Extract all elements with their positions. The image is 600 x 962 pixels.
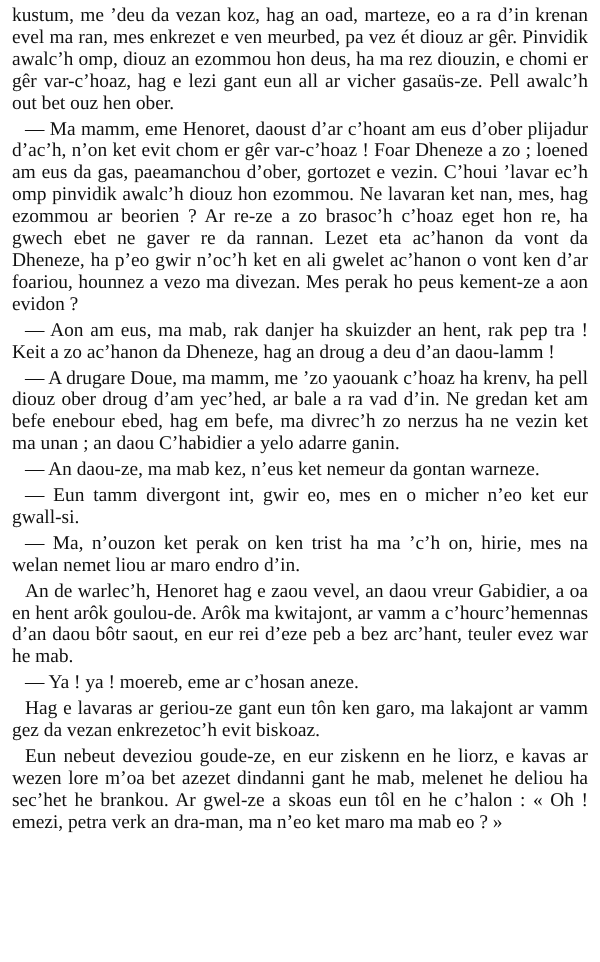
paragraph-henoret-reply: — Ma mamm, eme Henoret, daoust d’ar c’hoant am eus d’ober plijadur d’ac’h, n’on ket evit chom er gêr var-c’hoaz ! Foar Dheneze a zo ; loened am eus da gas, paeamanchou d’ober, gortozet e vezin. C’houi ’lavar ec’h omp pinvidik awalc’h diouz hon ezommou. Ne lavaran ket nan, mes, hag ezommou ar beorien ? Ar re-ze a zo brasoc’h c’hoaz eget hon re, ha gwech ebet ne gaver re da rannan. Lezet eta ac’hanon da vont da Dheneze, ha p’eo gwir n’oc’h ket en ali gwelet ac’hanon o vont ken d’ar foariou, hounnez a vezo ma divezan. Mes perak ho peus kement-ze a aon evidon ? (12, 118, 588, 315)
paragraph-mother-doubt: — An daou-ze, ma mab kez, n’eus ket nemeur da gontan warneze. (25, 459, 540, 481)
paragraph-harsh-tone: Hag e lavaras ar geriou-ze gant eun tôn ken garo, ma lakajont ar vamm gez da vezan enkrezetoc’h evit biskoaz. (12, 698, 588, 742)
paragraph-laurel-tree: Eun nebeut deveziou goude-ze, en eur ziskenn en he liorz, e kavas ar wezen lore m’oa bet azezet dindanni gant he mab, melenet he deliou ha sec’het he brankou. Ar gwel-ze a skoas eun tôl en he c’halon : « Oh ! emezi, petra verk an dra-man, ma n’eo ket maro ma mab eo ? » (12, 746, 588, 833)
paragraph-mother-sad: — Ma, n’ouzon ket perak on ken trist ha ma ’c’h on, hirie, mes na welan nemet liou ar maro endro d’in. (12, 532, 588, 576)
paragraph-henoret-servants: — Eun tamm divergont int, gwir eo, mes en o micher n’eo ket eur gwall-si. (12, 485, 588, 528)
paragraph-henoret-strong: — A drugare Doue, ma mamm, me ’zo yaouank c’hoaz ha krenv, ha pell diouz ober droug d’am yec’hed, ar bale a ra vad d’in. Ne gredan ket am befe enebour ebed, hag em befe, ma divrec’h zo nerzus ha ne vezin ket ma unan ; an daou C’habidier a yelo adarre ganin. (12, 367, 588, 455)
paragraph-servant-answer: — Ya ! ya ! moereb, eme ar c’hosan aneze. (25, 672, 359, 694)
paragraph-next-day: An de warlec’h, Henoret hag e zaou vevel, an daou vreur Gabidier, a oa en hent arôk goulou-de. Arôk ma kwitajont, ar vamm a c’hourc’hemennas d’an daou bôtr saout, en eur rei d’eze peb a bez arc’hant, teuler evez war he mab. (12, 580, 588, 668)
paragraph-continuation: kustum, me ’deu da vezan koz, hag an oad, marteze, eo a ra d’in krenan evel ma ran, mes enkrezet e ven meurbed, pa vez ét diouz ar gêr. Pinvidik awalc’h omp, diouz an ezommou hon deus, ha ma rez diouzin, e chomi er gêr var-c’hoaz, hag e lezi gant eun all ar vicher gasaüs-ze. Pell awalc’h out bet ouz hen ober. (12, 5, 588, 114)
paragraph-mother-fear: — Aon am eus, ma mab, rak danjer ha skuizder an hent, rak pep tra ! Keit a zo ac’hanon da Dheneze, hag an droug a deu d’an daou-lamm ! (12, 319, 588, 363)
